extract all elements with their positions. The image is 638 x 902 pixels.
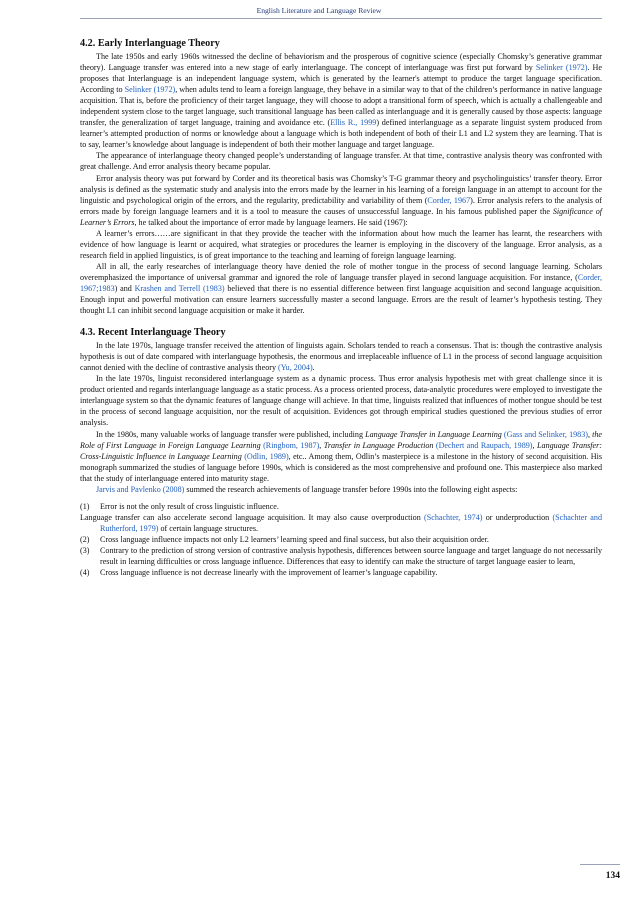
book-title: Transfer in Language Production	[323, 440, 434, 450]
book-title: Language Transfer in Language Learning	[365, 429, 502, 439]
paragraph: In the late 1970s, language transfer received the attention of linguists again. Scholars tended to reach a consensus. That is: though the contrastive analysis hypothesis is out of date compared with interlanguage hypothesis, the enormous and irreplaceable influence of L1 in the process of second language acquisition cannot denied with the decline of contrastive analysis theory (Yu, 2004).	[80, 341, 602, 373]
list-item	[80, 534, 602, 545]
citation-link[interactable]: Krashen and Terrell (1983)	[134, 283, 225, 293]
journal-header: English Literature and Language Review	[256, 6, 382, 15]
list-text: Contrary to the prediction of strong version of contrastive analysis hypothesis, differences between source language and target language do not necessarily result in learning difficulties or cross language influence. Differences that easy to identify can make the structure of target language easier to learn,	[100, 545, 602, 567]
paragraph: All in all, the early researches of interlanguage theory have denied the role of mother tongue in the process of second language learning. Scholars overemphasized the importance of universal grammar and ignored the role of language transfer played in second language acquisition. For instance, (Corder, 1967;1983) and Krashen and Terrell (1983) believed that there is no essential difference between first language acquisition and second language acquisition. Enough input and powerful motivation can ensure learners successfully master a second language. Errors are the result of learner’s hypothesis testing. They thought L1 can inhibit second language acquisition or make it harder.	[80, 261, 603, 316]
footer-divider	[580, 864, 620, 865]
list-text: Cross language influence is not decrease linearly with the improvement of learner’s language capability.	[100, 568, 438, 578]
citation-link[interactable]: (Odlin, 1989)	[244, 451, 289, 461]
citation-link[interactable]: Selinker (1972)	[124, 85, 176, 95]
page-number: 134	[605, 871, 620, 881]
list-text: Cross language influence impacts not only L2 learners’ learning speed and final success, but also their acquisition order.	[100, 534, 489, 544]
list-text: Error is not the only result of cross linguistic influence.	[100, 501, 279, 511]
paper-title: Significance of Learner’s Errors	[80, 206, 603, 227]
paragraph: Jarvis and Pavlenko (2008) summed the research achievements of language transfer before 1990s into the following eight aspects:	[96, 484, 518, 494]
aspects-list	[80, 501, 602, 578]
list-number: (3)	[80, 545, 90, 555]
list-item	[80, 501, 602, 512]
citation-link[interactable]: Corder, 1967	[427, 195, 471, 205]
list-item	[80, 567, 602, 578]
citation-link[interactable]: (Schachter, 1974)	[424, 512, 483, 522]
book-title: Language Transfer: Cross-Linguistic Influence in Language Learning	[80, 440, 602, 461]
citation-link[interactable]: Corder, 1967;1983	[80, 272, 602, 293]
list-number: (4)	[80, 568, 90, 578]
header-divider	[80, 18, 602, 19]
block-quote: A learner’s errors……are significant in that they provide the teacher with the information about how much the learner has learnt, the researchers with evidence of how language is learnt or acquired, what strategies or procedures the learner is employing in the discovery of the language. Error analysis, as a research field in applied linguistics, is of great importance to the teaching and learning of foreign language learning.	[80, 228, 602, 260]
paragraph: The appearance of interlanguage theory changed people’s understanding of language transfer. At that time, contrastive analysis theory was confronted with great challenge. And error analysis theory became popular.	[80, 151, 602, 172]
list-number: (2)	[80, 534, 90, 544]
paragraph: In the 1980s, many valuable works of language transfer were published, including Language Transfer in Language Learning (Gass and Selinker, 1983), the Role of First Language in Foreign Language Learning (Ringbom, 1987), Transfer in Language Production (Dechert and Raupach, 1989), Language Transfer: Cross-Linguistic Influence in Language Learning (Odlin, 1989), etc.. Among them, Odlin’s masterpiece is a milestone in the history of second acquisition. His monograph summarized the studies of language before 1990s, which is considered as the most comprehensive and profound one. This masterpiece also marked that the study of interlanguage entered into maturity stage.	[80, 429, 603, 483]
citation-link[interactable]: (Schachter and Rutherford, 1979)	[100, 512, 602, 533]
section-title-4-3: 4.3. Recent Interlanguage Theory	[80, 327, 226, 339]
list-item	[80, 545, 602, 567]
paragraph: The late 1950s and early 1960s witnessed the decline of behaviorism and the prosperous of cognitive science (especially Chomsky’s generative grammar theory). Language transfer was entered into a new stage of early interlanguage. The concept of interlanguage was first put forward by Selinker (1972). He proposes that Interlanguage is an independent language system, which is generated by the learner's attempt to produce the target language specification. According to Selinker (1972), when adults tend to learn a foreign language, they behave in a similar way to that of the children’s performance in native language acquisition. That is, before the proficiency of their target language, they will choose to adopt a transitional form of speech, which is actually a challengeable and independent system close to the target language, such transitional language has been called as interlanguage and it is generally caused by those aspects: language transfer, the generalization of target language, training and avoidance etc. (Ellis R., 1999) defined interlanguage as a separate linguist system produced from learner’s attempted production of norms or knowledge about a language which is both independent of both of their L1 and L2 system they are learning. That is to say, learner’s knowledge about language is independent of both their mother language and target language.	[80, 52, 602, 150]
paragraph: In the late 1970s, linguist reconsidered interlanguage system as a dynamic process. Thus error analysis hypothesis met with great challenge since it is product oriented and regards interlanguage language as a static process. As a process oriented process, data-analytic procedures were employed to investigate the interlanguage system so that the dynamic features of language change will achieve. In that time, linguists realized that influences of mother tongue should be test in the process of second language acquisition, nor the result of acquisition. Evidences got through empirical studies questioned the previous studies of error analysis.	[80, 374, 602, 428]
citation-link[interactable]: (Ringbom, 1987)	[263, 440, 320, 450]
citation-link[interactable]: (Gass and Selinker, 1983)	[503, 429, 588, 439]
book-title: the Role of First Language in Foreign Language Learning	[80, 429, 603, 450]
citation-link[interactable]: (Dechert and Raupach, 1989)	[435, 440, 533, 450]
section-title-4-2: 4.2. Early Interlanguage Theory	[80, 38, 220, 49]
paragraph: Error analysis theory was put forward by Corder and its theoretical basis was Chomsky’s T-G grammar theory and psycholinguistics’ transfer theory. Error analysis is defined as the systematic study and analysis into the errors made by the learner in his learning of a foreign language in an attempt to account for the linguistic and psychological origin of the errors, and the regularity, predictability and variability of them (Corder, 1967). Error analysis refers to the analysis of errors made by foreign language learners and it is a tool to measure the causes of unsuccessful language. In his famous published paper the Significance of Learner’s Errors, he talked about the importance of error made by language learners. He said (1967):	[80, 173, 603, 227]
article-body	[80, 38, 602, 578]
citation-link[interactable]: Ellis R., 1999	[330, 118, 377, 128]
list-number: (1)	[80, 501, 90, 511]
citation-link[interactable]: Jarvis and Pavlenko (2008)	[96, 484, 185, 494]
citation-link[interactable]: (Yu, 2004)	[278, 363, 313, 373]
list-continuation: Language transfer can also accelerate second language acquisition. It may also cause overproduction (Schachter, 1974) or underproduction (Schachter and Rutherford, 1979) of certain language structures.	[80, 512, 602, 533]
citation-link[interactable]: Selinker (1972)	[535, 63, 588, 73]
